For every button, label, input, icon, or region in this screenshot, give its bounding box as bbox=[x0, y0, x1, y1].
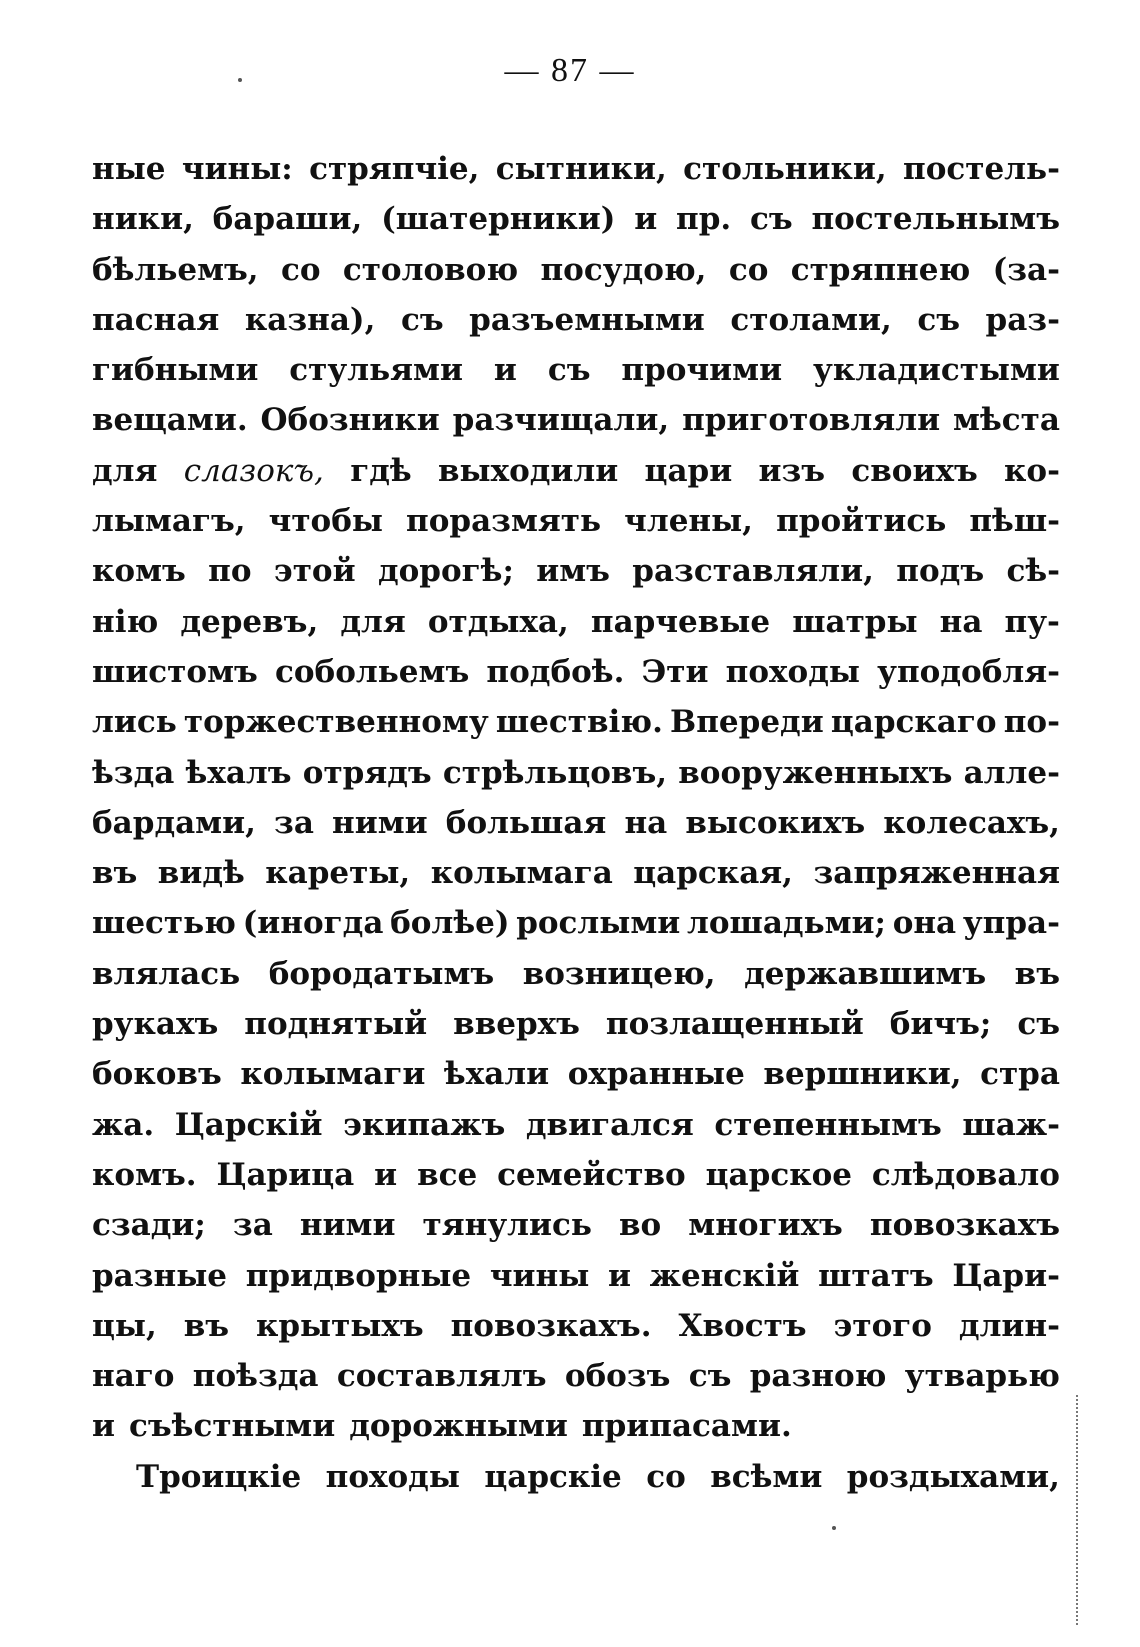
word: съѣстными bbox=[129, 1408, 336, 1445]
word: лошадьми; bbox=[686, 905, 886, 942]
emphasized-word: слазокъ, bbox=[183, 452, 324, 489]
word: походы bbox=[325, 1458, 460, 1495]
word: комъ. bbox=[92, 1156, 197, 1193]
word: Эти bbox=[641, 653, 709, 690]
word: степеннымъ bbox=[714, 1106, 942, 1143]
word: и bbox=[607, 1257, 631, 1294]
word: Хвостъ bbox=[678, 1307, 807, 1344]
word: деревъ, bbox=[180, 603, 319, 640]
text-line bbox=[92, 446, 1060, 496]
word: крытыхъ bbox=[255, 1307, 424, 1344]
text-line bbox=[92, 1301, 1060, 1351]
word: двигался bbox=[525, 1106, 694, 1143]
word: бараши, bbox=[212, 201, 363, 238]
word: въ bbox=[92, 855, 138, 892]
word: придворные bbox=[245, 1257, 472, 1294]
word: рослыми bbox=[516, 905, 681, 942]
word: отрядъ bbox=[302, 754, 432, 791]
word: поѣзда bbox=[192, 1358, 319, 1395]
scan-speck bbox=[832, 1526, 836, 1530]
word: ѣхали bbox=[443, 1056, 550, 1093]
word: стольники, bbox=[683, 151, 887, 187]
word: столовою bbox=[342, 251, 519, 288]
word: ники, bbox=[92, 201, 194, 238]
word: гдѣ bbox=[350, 452, 412, 489]
word: съ bbox=[750, 201, 793, 238]
word: парчевые bbox=[590, 603, 771, 640]
word: изъ bbox=[758, 452, 826, 489]
word: уподобля- bbox=[877, 653, 1060, 690]
word: своихъ bbox=[851, 452, 978, 489]
word: имъ bbox=[536, 553, 610, 590]
word: этого bbox=[833, 1307, 932, 1344]
word: повозкахъ bbox=[869, 1207, 1060, 1244]
word: бородатымъ bbox=[268, 955, 495, 992]
word: охранные bbox=[567, 1056, 745, 1093]
text-line bbox=[92, 1200, 1060, 1250]
word: и bbox=[493, 352, 517, 389]
word: казна), bbox=[244, 301, 376, 338]
word: Царскій bbox=[174, 1106, 323, 1143]
word: упра- bbox=[962, 905, 1060, 942]
word: семейство bbox=[497, 1156, 686, 1193]
word: сзади; bbox=[92, 1207, 206, 1244]
text-line bbox=[92, 999, 1060, 1049]
word: лись bbox=[92, 704, 177, 741]
word: пройтись bbox=[776, 503, 947, 540]
text-line bbox=[92, 245, 1060, 295]
word: видѣ bbox=[157, 855, 245, 892]
word: позлащенный bbox=[605, 1006, 864, 1043]
word: подъ bbox=[896, 553, 985, 590]
word: царскаго bbox=[830, 704, 997, 741]
word: раз- bbox=[985, 301, 1060, 338]
word: съ bbox=[400, 301, 444, 338]
word: отдыха, bbox=[427, 603, 569, 640]
word: съ bbox=[1017, 1006, 1060, 1043]
word: и bbox=[92, 1408, 115, 1445]
word: она bbox=[892, 905, 957, 942]
text-line bbox=[92, 1251, 1060, 1301]
word: стульями bbox=[289, 352, 463, 389]
word: укладистыми bbox=[813, 352, 1060, 389]
word: этой bbox=[273, 553, 356, 590]
word: (иногда bbox=[242, 905, 384, 942]
word: Впереди bbox=[670, 704, 824, 741]
word: вооруженныхъ bbox=[678, 754, 953, 791]
word: штатъ bbox=[818, 1257, 934, 1294]
text-line bbox=[92, 1351, 1060, 1401]
word: кареты, bbox=[265, 855, 411, 892]
word: поразмять bbox=[406, 503, 602, 540]
word: бѣльемъ, bbox=[92, 251, 259, 288]
word: шествію. bbox=[495, 704, 663, 741]
word: шатры bbox=[792, 603, 918, 640]
word: подбоѣ. bbox=[486, 653, 625, 690]
word: большая bbox=[445, 804, 607, 841]
word: (шатерники) bbox=[381, 201, 616, 238]
word: съ bbox=[917, 301, 960, 338]
word: сытники, bbox=[495, 151, 667, 187]
word: женскій bbox=[649, 1257, 800, 1294]
word: разъемными bbox=[469, 301, 705, 338]
word: походы bbox=[725, 653, 860, 690]
word: мѣста bbox=[953, 402, 1060, 439]
word: въ bbox=[183, 1307, 230, 1344]
word: со bbox=[646, 1458, 686, 1495]
word: съ bbox=[688, 1358, 732, 1395]
word: столами, bbox=[730, 301, 892, 338]
word: лымагъ, bbox=[92, 503, 246, 540]
word: боковъ bbox=[92, 1056, 222, 1093]
text-line bbox=[92, 697, 1060, 747]
word: ные bbox=[92, 151, 166, 187]
word: колымаги bbox=[240, 1056, 426, 1093]
scan-speck bbox=[238, 78, 242, 82]
word: разные bbox=[92, 1257, 228, 1294]
word: ѣхалъ bbox=[185, 754, 292, 791]
text-line bbox=[92, 345, 1060, 395]
text-line bbox=[92, 798, 1060, 848]
word: и bbox=[634, 201, 658, 238]
word: ними bbox=[299, 1207, 396, 1244]
word: со bbox=[728, 251, 769, 288]
word: царское bbox=[705, 1156, 852, 1193]
word: постель- bbox=[903, 151, 1060, 187]
word: комъ bbox=[92, 553, 186, 590]
word: за bbox=[274, 804, 314, 841]
word: Троицкіе bbox=[136, 1458, 302, 1495]
word: стрѣльцовъ, bbox=[442, 754, 668, 791]
word: Обозники bbox=[260, 402, 440, 439]
text-line bbox=[92, 144, 1060, 194]
word: припасами. bbox=[581, 1408, 792, 1445]
word: за bbox=[232, 1207, 273, 1244]
word: обозъ bbox=[564, 1358, 671, 1395]
word: приготовляли bbox=[682, 402, 941, 439]
word: шестью bbox=[92, 905, 236, 942]
word: прочими bbox=[621, 352, 783, 389]
word: (за- bbox=[992, 251, 1060, 288]
page-number: — 87 — bbox=[504, 52, 636, 89]
word: жа. bbox=[92, 1106, 155, 1143]
word: высокихъ bbox=[685, 804, 866, 841]
word: для bbox=[340, 603, 406, 640]
word: экипажъ bbox=[343, 1106, 506, 1143]
word: вверхъ bbox=[453, 1006, 580, 1043]
word: колымага bbox=[430, 855, 613, 892]
word: стряпчіе, bbox=[309, 151, 480, 187]
text-line bbox=[92, 295, 1060, 345]
word: колесахъ, bbox=[883, 804, 1060, 841]
text-line bbox=[92, 1049, 1060, 1099]
word: все bbox=[417, 1156, 478, 1193]
word: на bbox=[624, 804, 668, 841]
scan-margin-marks bbox=[1076, 1395, 1082, 1625]
word: цы, bbox=[92, 1307, 157, 1344]
word: царскіе bbox=[484, 1458, 622, 1495]
word: алле- bbox=[963, 754, 1060, 791]
word: длин- bbox=[958, 1307, 1060, 1344]
text-line bbox=[92, 496, 1060, 546]
text-line bbox=[92, 597, 1060, 647]
word: Цари- bbox=[952, 1257, 1060, 1294]
word: съ bbox=[547, 352, 591, 389]
body-text bbox=[92, 144, 1060, 1502]
word: пр. bbox=[676, 201, 732, 238]
word: разчищали, bbox=[452, 402, 670, 439]
word: чины: bbox=[181, 151, 293, 187]
word: рукахъ bbox=[92, 1006, 219, 1043]
word: наго bbox=[92, 1358, 175, 1395]
word: вещами. bbox=[92, 402, 248, 439]
word: постельнымъ bbox=[811, 201, 1060, 238]
text-line bbox=[92, 898, 1060, 948]
word: повозкахъ. bbox=[450, 1307, 652, 1344]
word: тянулись bbox=[422, 1207, 592, 1244]
word: возницею, bbox=[522, 955, 716, 992]
word: влялась bbox=[92, 955, 241, 992]
word: дорогѣ; bbox=[377, 553, 514, 590]
word: бичъ; bbox=[889, 1006, 992, 1043]
word: по- bbox=[1003, 704, 1060, 741]
word: въ bbox=[1014, 955, 1060, 992]
word: составлялъ bbox=[336, 1358, 547, 1395]
word: ѣзда bbox=[92, 754, 175, 791]
word: посудою, bbox=[540, 251, 707, 288]
text-line bbox=[92, 1150, 1060, 1200]
word: дорожными bbox=[349, 1408, 568, 1445]
word: царская, bbox=[633, 855, 793, 892]
word: на bbox=[939, 603, 983, 640]
word: разною bbox=[749, 1358, 887, 1395]
text-line bbox=[92, 647, 1060, 697]
text-line bbox=[92, 546, 1060, 596]
word: болѣе) bbox=[390, 905, 510, 942]
word: Царица bbox=[216, 1156, 355, 1193]
word: пасная bbox=[92, 301, 220, 338]
word: члены, bbox=[624, 503, 753, 540]
word: гибными bbox=[92, 352, 259, 389]
word: запряженная bbox=[813, 855, 1060, 892]
word: во bbox=[619, 1207, 662, 1244]
text-line bbox=[92, 395, 1060, 445]
text-line bbox=[92, 1100, 1060, 1150]
word: для bbox=[92, 452, 158, 489]
word: шаж- bbox=[962, 1106, 1060, 1143]
word: торжественному bbox=[183, 704, 489, 741]
word: цари bbox=[644, 452, 733, 489]
word: сѣ- bbox=[1006, 553, 1060, 590]
text-line bbox=[92, 194, 1060, 244]
word: вершники, bbox=[763, 1056, 962, 1093]
word: чтобы bbox=[268, 503, 383, 540]
word: утварью bbox=[904, 1358, 1060, 1395]
text-line bbox=[92, 748, 1060, 798]
word: стра bbox=[980, 1056, 1060, 1093]
word: нію bbox=[92, 603, 159, 640]
word: многихъ bbox=[688, 1207, 843, 1244]
word: стряпнею bbox=[790, 251, 971, 288]
word: державшимъ bbox=[744, 955, 987, 992]
word: всѣми bbox=[710, 1458, 823, 1495]
word: поднятый bbox=[244, 1006, 428, 1043]
word: ними bbox=[332, 804, 428, 841]
word: пу- bbox=[1004, 603, 1060, 640]
word: со bbox=[280, 251, 321, 288]
word: и bbox=[374, 1156, 398, 1193]
word: слѣдовало bbox=[871, 1156, 1060, 1193]
word: пѣш- bbox=[969, 503, 1060, 540]
text-line bbox=[92, 949, 1060, 999]
word: разставляли, bbox=[632, 553, 874, 590]
word: по bbox=[208, 553, 252, 590]
word: чины bbox=[489, 1257, 590, 1294]
word: выходили bbox=[437, 452, 619, 489]
word: роздыхами, bbox=[846, 1458, 1060, 1495]
word: шистомъ bbox=[92, 653, 258, 690]
text-line bbox=[92, 1401, 1060, 1451]
word: собольемъ bbox=[274, 653, 470, 690]
text-line bbox=[92, 1452, 1060, 1502]
word: бардами, bbox=[92, 804, 256, 841]
text-line bbox=[92, 848, 1060, 898]
word: ко- bbox=[1004, 452, 1060, 489]
